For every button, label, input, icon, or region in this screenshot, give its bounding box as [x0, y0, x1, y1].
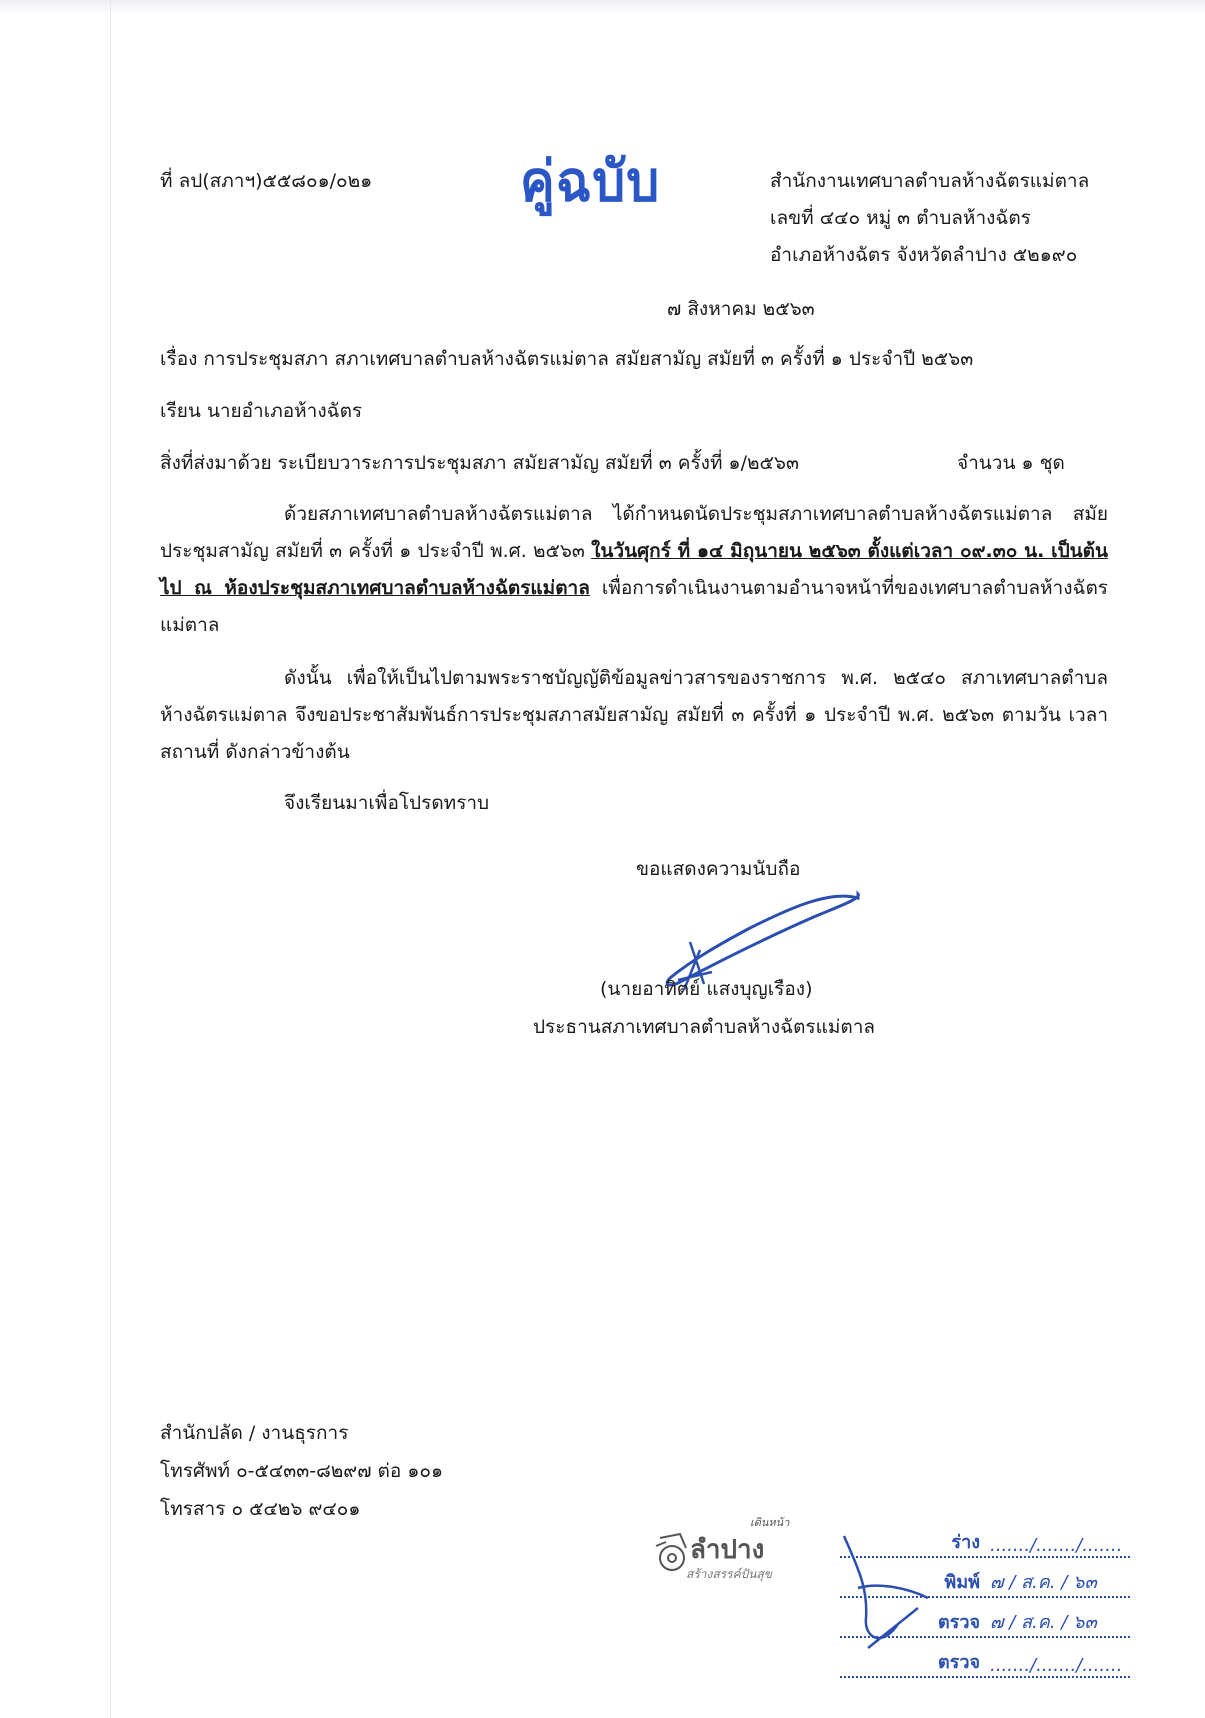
- approval-label: ตรวจ: [937, 1652, 980, 1673]
- office-address-line-1: สำนักงานเทศบาลตำบลห้างฉัตรแม่ตาล: [770, 170, 1090, 192]
- logo-sub-text: สร้างสรรค์ปันสุข: [686, 1567, 772, 1581]
- footer-fax: โทรสาร ๐ ๕๔๒๖ ๙๔๐๑: [160, 1498, 361, 1520]
- horse-carriage-icon: [656, 1534, 686, 1570]
- letter-date: ๗ สิงหาคม ๒๕๖๓: [667, 298, 815, 320]
- signatory-position: ประธานสภาเทศบาลตำบลห้างฉัตรแม่ตาล: [533, 1016, 876, 1038]
- copy-stamp: คู่ฉบับ: [520, 149, 661, 215]
- approval-value: ......./......./.......: [990, 1535, 1123, 1556]
- meeting-datetime-place: ในวันศุกร์ ที่ ๑๔ มิถุนายน ๒๕๖๓ ตั้งแต่เวลา ๐๙.๓๐ น. เป็นต้นไป ณ ห้องประชุมสภาเทศบาลตำบลห้างฉัตรแม่ตาล: [160, 540, 1108, 599]
- approval-value: ๗ / ส.ค. / ๖๓: [990, 1612, 1097, 1633]
- footer-department: สำนักปลัด / งานธุรการ: [160, 1422, 349, 1444]
- lampang-logo: [650, 1512, 800, 1584]
- footer-phone: โทรศัพท์ ๐-๕๔๓๓-๘๒๙๗ ต่อ ๑๐๑: [160, 1460, 444, 1482]
- scan-edge: [0, 0, 1205, 14]
- approval-label: ตรวจ: [937, 1612, 980, 1633]
- body-paragraph-1-text: ด้วยสภาเทศบาลตำบลห้างฉัตรแม่ตาล ได้กำหนดนัดประชุมสภาเทศบาลตำบลห้างฉัตรแม่ตาล สมัยประชุมสามัญ สมัยที่ ๓ ครั้งที่ ๑ ประจำปี พ.ศ. ๒๕๖๓: [160, 503, 1108, 562]
- approval-label: พิมพ์: [944, 1572, 980, 1593]
- approval-block: [830, 1528, 1130, 1718]
- signatory-name: (นายอาทิตย์ แสงบุญเรือง): [600, 978, 813, 1000]
- logo-top-text: เดินหน้า: [750, 1516, 790, 1529]
- approval-value: ......./......./.......: [990, 1655, 1123, 1676]
- approval-label: ร่าง: [951, 1532, 980, 1553]
- body-paragraph-1-end: เพื่อการดำเนินงานตามอำนาจหน้าที่ของเทศบาลตำบลห้างฉัตรแม่ตาล: [160, 577, 1108, 636]
- enclosure-count: จำนวน ๑ ชุด: [957, 452, 1065, 474]
- office-address-line-3: อำเภอห้างฉัตร จังหวัดลำปาง ๕๒๑๙๐: [770, 244, 1078, 266]
- body-paragraph-1: [160, 496, 1108, 644]
- office-address-line-2: เลขที่ ๔๔๐ หมู่ ๓ ตำบลห้างฉัตร: [770, 207, 1031, 229]
- body-paragraph-2-text: ดังนั้น เพื่อให้เป็นไปตามพระราชบัญญัติข้อมูลข่าวสารของราชการ พ.ศ. ๒๕๔๐ สภาเทศบาลตำบลห้างฉัตรแม่ตาล จึงขอประชาสัมพันธ์การประชุมสภาสมัยสามัญ สมัยที่ ๓ ครั้งที่ ๑ ประจำปี พ.ศ. ๒๕๖๓ ตามวัน เวลา สถานที่ ดังกล่าวข้างต้น: [160, 667, 1108, 763]
- enclosure-line: สิ่งที่ส่งมาด้วย ระเบียบวาระการประชุมสภา สมัยสามัญ สมัยที่ ๓ ครั้งที่ ๑/๒๕๖๓: [160, 452, 799, 474]
- approval-value: ๗ / ส.ค. / ๖๓: [990, 1572, 1097, 1593]
- salutation: ขอแสดงความนับถือ: [636, 858, 801, 880]
- reference-number: ที่ ลป(สภาฯ)๕๕๘๐๑/๐๒๑: [160, 170, 373, 192]
- letter-recipient: เรียน นายอำเภอห้างฉัตร: [160, 400, 363, 422]
- logo-main-text: ลำปาง: [690, 1535, 765, 1565]
- body-paragraph-2: [160, 660, 1108, 771]
- closing-line: จึงเรียนมาเพื่อโปรดทราบ: [284, 792, 490, 814]
- scan-margin-line: [110, 0, 111, 1718]
- letter-subject: เรื่อง การประชุมสภา สภาเทศบาลตำบลห้างฉัตรแม่ตาล สมัยสามัญ สมัยที่ ๓ ครั้งที่ ๑ ประจำปี ๒๕๖๓: [160, 348, 974, 370]
- initials-mark: [838, 1528, 948, 1718]
